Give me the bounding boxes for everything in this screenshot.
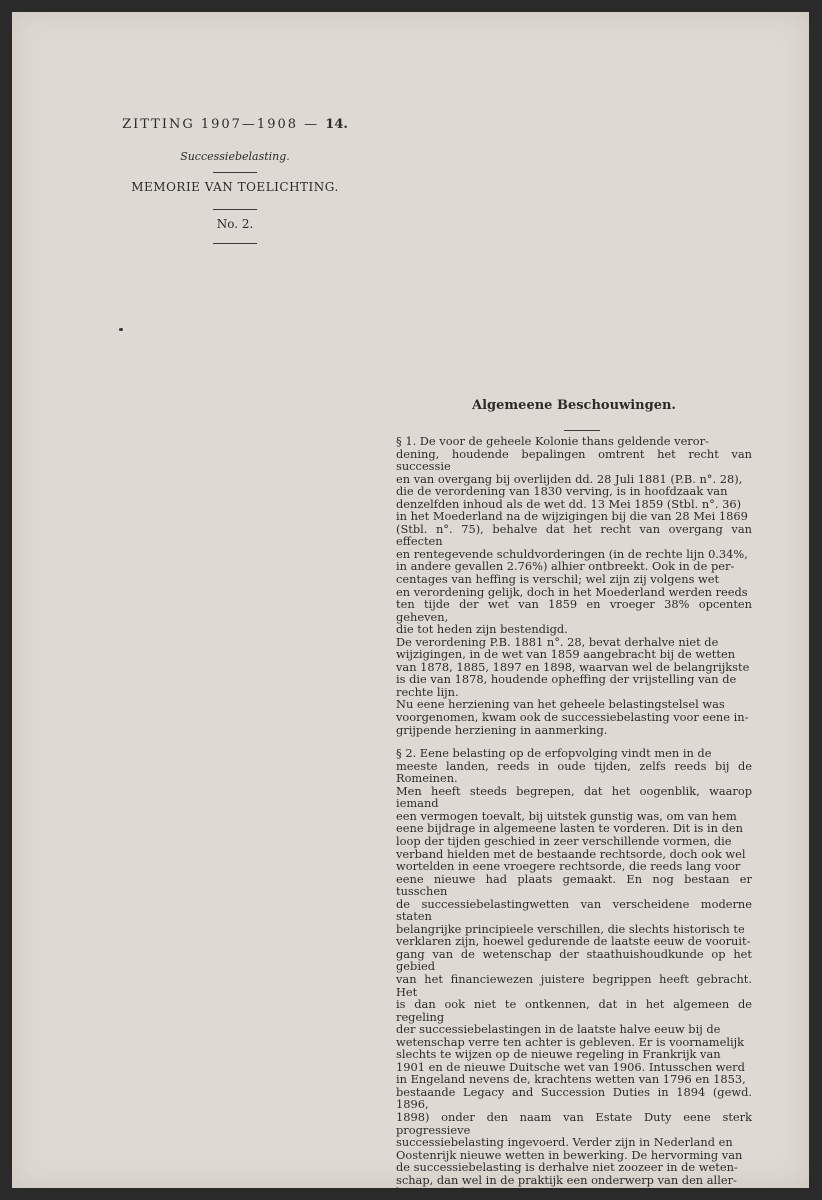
text-line: Nu eene herziening van het geheele belastingstelsel was bbox=[396, 697, 725, 712]
text-line: en rentegevende schuldvorderingen (in de rechte lijn 0.34%, bbox=[396, 546, 748, 561]
divider-rule bbox=[213, 209, 257, 210]
text-line: 1901 en de nieuwe Duitsche wet van 1906. Intusschen werd bbox=[396, 1059, 745, 1074]
document-subject: Successiebelasting. bbox=[180, 150, 290, 163]
text-line: verband hielden met de bestaande rechtsorde, doch ook wel bbox=[396, 846, 746, 861]
text-line: ten tijde der wet van 1859 en vroeger 38% opcenten geheven, bbox=[396, 597, 752, 624]
text-line: in het Moederland na de wijzigingen bij die van 28 Mei 1869 bbox=[396, 509, 748, 524]
text-line: van 1878, 1885, 1897 en 1898, waarvan wel de belangrijkste bbox=[396, 659, 750, 674]
text-line: eene bijdrage in algemeene lasten te vorderen. Dit is in den bbox=[396, 821, 743, 836]
text-line: bestaande Legacy and Succession Duties in 1894 (gewd. 1896, bbox=[396, 1084, 752, 1112]
text-line: de successiebelastingwetten van verscheidene moderne staten bbox=[396, 896, 752, 924]
text-line: § 2. Eene belasting op de erfopvolging vindt men in de bbox=[396, 746, 712, 761]
text-line: voorgenomen, kwam ook de successiebelasting voor eene in- bbox=[396, 710, 749, 725]
text-line: schap, dan wel in de praktijk een onderwerp van den aller- bbox=[396, 1172, 737, 1187]
text-line: gang van de wetenschap der staathuishoudkunde op het gebied bbox=[396, 946, 752, 974]
text-line: van het financiewezen juistere begrippen heeft gebracht. Het bbox=[396, 971, 752, 999]
text-line: de successiebelasting is derhalve niet zoozeer in de weten- bbox=[396, 1160, 738, 1175]
divider-rule bbox=[564, 430, 600, 431]
text-line: grijpende herziening in aanmerking. bbox=[396, 722, 608, 737]
text-line: belangrijke principieele verschillen, die slechts historisch te bbox=[396, 921, 745, 936]
text-line: is die van 1878, houdende opheffing der vrijstelling van de bbox=[396, 672, 737, 687]
text-line: is dan ook niet te ontkennen, dat in het algemeen de regeling bbox=[396, 997, 752, 1024]
text-line: Men heeft steeds begrepen, dat het oogenblik, waarop iemand bbox=[396, 783, 752, 811]
text-line: wortelden in eene vroegere rechtsorde, die reeds lang voor bbox=[396, 859, 741, 874]
text-line: slechts te wijzen op de nieuwe regeling in Frankrijk van bbox=[396, 1047, 721, 1062]
text-line: die de verordening van 1830 verving, is in hoofdzaak van bbox=[396, 484, 728, 499]
text-line: in andere gevallen 2.76%) alhier ontbreekt. Ook in de per- bbox=[396, 559, 735, 574]
text-line: meeste landen, reeds in oude tijden, zelfs reeds bij de Romeinen. bbox=[396, 758, 752, 786]
text-line: en verordening gelijk, doch in het Moederland werden reeds bbox=[396, 584, 748, 599]
text-line: 1898) onder den naam van Estate Duty eene sterk progressieve bbox=[396, 1109, 752, 1137]
text-line: der successiebelastingen in de laatste halve eeuw bij de bbox=[396, 1022, 721, 1037]
session-number: 14. bbox=[325, 117, 348, 132]
document-page bbox=[12, 12, 809, 1200]
session-heading bbox=[112, 117, 358, 132]
text-line: die tot heden zijn bestendigd. bbox=[396, 622, 568, 637]
section-title: Algemeene Beschouwingen. bbox=[472, 398, 676, 413]
divider-rule bbox=[213, 172, 257, 173]
text-line: en van overgang bij overlijden dd. 28 Juli 1881 (P.B. n°. 28), bbox=[396, 471, 743, 486]
session-label: ZITTING 1907—1908 — bbox=[122, 117, 320, 132]
text-line: een vermogen toevalt, bij uitstek gunstig was, om van hem bbox=[396, 808, 737, 823]
text-line: § 1. De voor de geheele Kolonie thans geldende veror- bbox=[396, 434, 709, 448]
document-type: MEMORIE VAN TOELICHTING. bbox=[131, 180, 339, 194]
text-line: denzelfden inhoud als de wet dd. 13 Mei 1859 (Stbl. n°. 36) bbox=[396, 496, 742, 511]
divider-rule bbox=[213, 243, 257, 244]
text-line: centages van heffing is verschil; wel zijn zij volgens wet bbox=[396, 572, 720, 587]
text-line: laatsten tijd. bbox=[396, 1185, 469, 1200]
text-line: verklaren zijn, hoewel gedurende de laatste eeuw de vooruit- bbox=[396, 934, 751, 949]
text-line: wijzigingen, in de wet van 1859 aangebracht bij de wetten bbox=[396, 647, 736, 662]
ink-speck bbox=[119, 328, 123, 331]
document-number: No. 2. bbox=[216, 217, 254, 231]
text-line: (Stbl. n°. 75), behalve dat het recht van overgang van effecten bbox=[396, 521, 752, 549]
text-line: Oostenrijk nieuwe wetten in bewerking. De hervorming van bbox=[396, 1147, 743, 1162]
text-line: loop der tijden geschied in zeer verschillende vormen, die bbox=[396, 833, 732, 848]
text-line: De verordening P.B. 1881 n°. 28, bevat derhalve niet de bbox=[396, 634, 719, 649]
text-line: rechte lijn. bbox=[396, 684, 459, 699]
text-line: dening, houdende bepalingen omtrent het recht van successie bbox=[396, 446, 752, 474]
text-line: wetenschap verre ten achter is gebleven. Er is voornamelijk bbox=[396, 1034, 745, 1049]
body-text bbox=[396, 435, 752, 1199]
text-line: in Engeland nevens de, krachtens wetten van 1796 en 1853, bbox=[396, 1072, 746, 1087]
text-line: eene nieuwe had plaats gemaakt. En nog bestaan er tusschen bbox=[396, 871, 752, 899]
text-line: successiebelasting ingevoerd. Verder zijn in Nederland en bbox=[396, 1135, 733, 1150]
